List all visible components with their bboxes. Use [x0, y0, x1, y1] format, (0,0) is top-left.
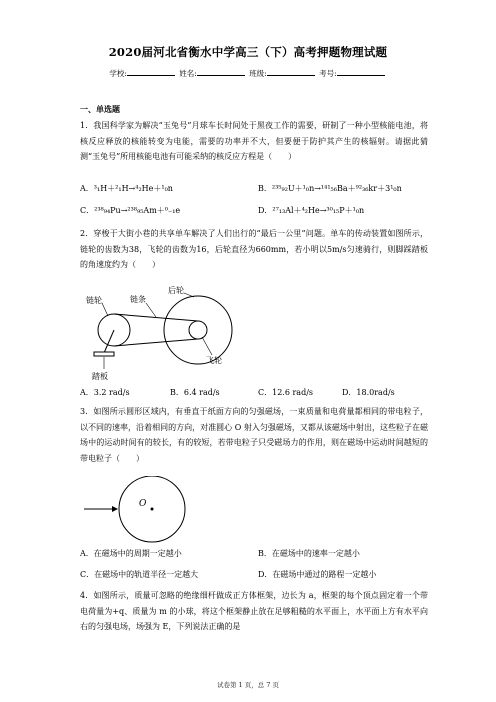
q3-option-c: C．在磁场中的轨道半径一定越大 [80, 570, 199, 579]
q1-option-a: A．³₁H＋²₁H→⁴₂He＋¹₀n [80, 184, 173, 193]
class-label: 班级: [249, 69, 267, 78]
q2-option-d: D．18.0rad/s [342, 388, 395, 397]
center-point [151, 508, 154, 511]
rear-wheel-shape [164, 296, 232, 364]
bicycle-drive-figure [86, 283, 256, 393]
name-label: 姓名: [179, 69, 197, 78]
question-1-text: 1．我国科学家为解决“玉兔号”月球车长时间处于黑夜工作的需要，研制了一种小型核能电池，将核反应释放的核能转变为电能，需要的功率并不大，但要便于防护其产生的核辐射。请据此猜测“玉兔号”所用核能电池有可能采纳的核反应方程是（ ） [80, 121, 428, 161]
label-chain: 链条 [130, 295, 146, 304]
label-center-o: O [139, 499, 147, 509]
q3-option-a: A．在磁场中的周期一定越小 [80, 549, 182, 558]
exam-no-blank[interactable] [337, 68, 385, 76]
q3-option-b: B．在磁场中的速率一定越小 [258, 549, 360, 558]
label-flywheel: 飞轮 [206, 356, 222, 365]
school-label: 学校: [109, 69, 127, 78]
class-blank[interactable] [267, 68, 315, 76]
pedal-shape [94, 352, 114, 356]
name-blank[interactable] [197, 68, 245, 76]
school-blank[interactable] [127, 68, 175, 76]
q2-option-b: B．6.4 rad/s [170, 388, 220, 397]
crank-arm [104, 330, 114, 353]
section-title: 一、单选题 [80, 104, 120, 114]
page-title: 2020届河北省衡水中学高三（下）高考押题物理试题 [108, 45, 388, 59]
label-rear-wheel: 后轮 [168, 286, 184, 295]
question-4-text: 4．如图所示，质量可忽略的绝缘细杆做成正方体框架，边长为 a，框架的每个顶点固定着一个带电荷量为+q、质量为 m 的小球，将这个框架静止放在足够粗糙的水平面上，水平面上方有水平向右的匀强电场，场强为 E，下列说法正确的是 [80, 591, 428, 631]
q1-option-c: C．²³⁸₉₄Pu→²³⁸₉₅Am＋⁰₋₁e [80, 206, 181, 215]
flywheel-shape [189, 321, 207, 339]
page-footer: 试卷第 1 页，总 7 页 [216, 681, 280, 689]
question-2-text: 2．穿梭于大街小巷的共享单车解决了人们出行的“最后一公里”问题。单车的传动装置如图所示，链轮的齿数为38，飞轮的齿数为16，后轮直径为660mm，若小明以5m/s匀速骑行，则脚踩踏板的角速度约为（ ） [80, 229, 428, 269]
q3-option-d: D．在磁场中通过的路程一定越小 [258, 570, 377, 579]
question-3-text: 3．如图所示圆形区域内，有垂直于纸面方向的匀强磁场，一束质量和电荷量都相同的带电粒子，以不同的速率，沿着相同的方向，对准圆心 O 射入匀强磁场，又都从该磁场中射出，这些粒子在磁场中的运动时间有的较长，有的较短，若带电粒子只受磁场力的作用，则在磁场中运动时间越短的带电粒子（ ） [80, 407, 428, 463]
label-chainring: 链轮 [86, 296, 102, 305]
q1-option-b: B．²³⁵₉₂U＋¹₀n→¹⁴¹₅₆Ba＋⁹²₃₆kr＋3¹₀n [258, 184, 402, 193]
q2-option-a: A．3.2 rad/s [80, 388, 130, 397]
exam-no-label: 考号: [319, 69, 337, 78]
student-info-row [0, 68, 496, 79]
q2-option-c: C．12.6 rad/s [258, 388, 313, 397]
magnetic-field-figure [84, 476, 224, 546]
label-pedal: 踏板 [92, 372, 108, 381]
q1-option-d: D．²⁷₁₃Al＋⁴₂He→³⁰₁₅P＋¹₀n [258, 206, 365, 215]
